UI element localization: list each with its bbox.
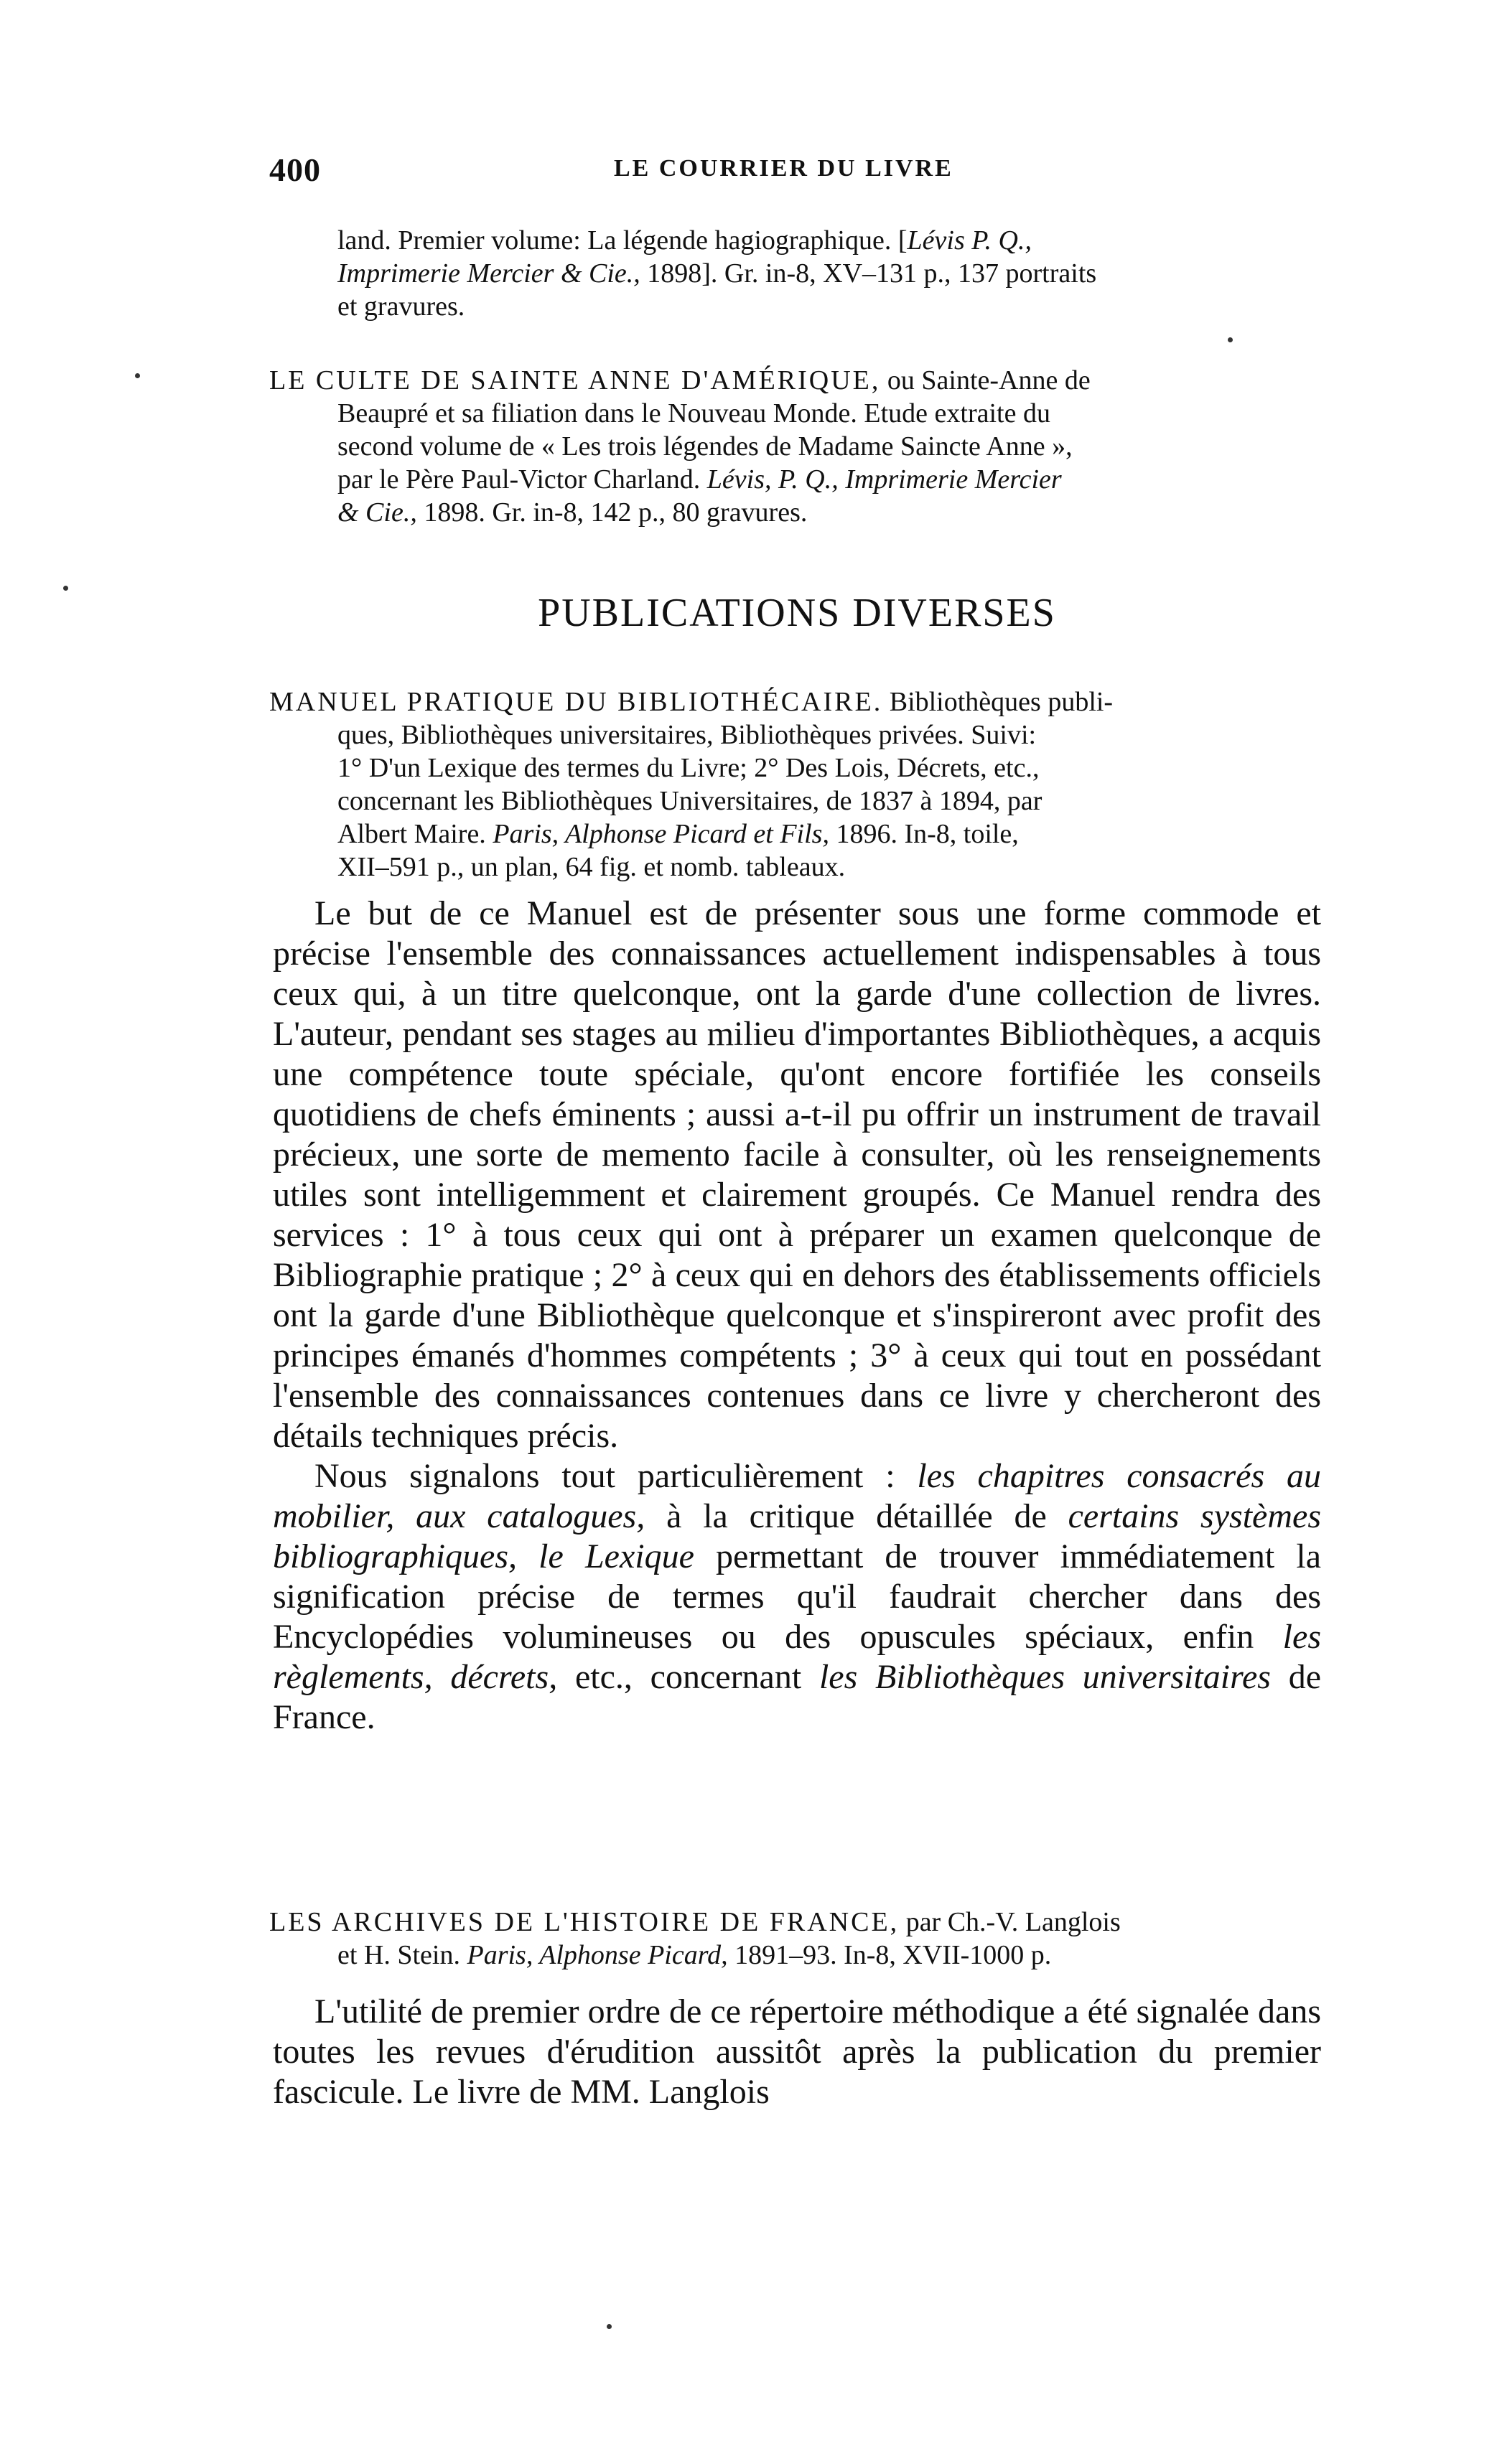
- bibliographic-entry-archives: LES ARCHIVES DE L'HISTOIRE DE FRANCE, par Ch.-V. Langlois et H. Stein. Paris, Alphonse Picard, 1891–93. In-8, XVII-1000 p.: [269, 1907, 1121, 1970]
- scan-speck: [63, 586, 68, 591]
- entry-title: LE CULTE DE SAINTE ANNE D'AMÉRIQUE,: [269, 365, 881, 395]
- page-header: [269, 151, 1317, 194]
- bibliographic-entry-continued: land. Premier volume: La légende hagiographique. [Lévis P. Q., Imprimerie Mercier & Cie., 1898]. Gr. in-8, XV–131 p., 137 portraits et gravures.: [337, 225, 1097, 322]
- scan-speck: [607, 2324, 612, 2329]
- entry-title: MANUEL PRATIQUE DU BIBLIOTHÉCAIRE.: [269, 687, 883, 717]
- entry-title: LES ARCHIVES DE L'HISTOIRE DE FRANCE,: [269, 1907, 900, 1937]
- bibliographic-entry-culte-sainte-anne: LE CULTE DE SAINTE ANNE D'AMÉRIQUE, ou Sainte-Anne de Beaupré et sa filiation dans le Nouveau Monde. Etude extraite du second volume de « Les trois légendes de Madame Saincte Anne », par le Père Paul-Victor Charland. Lévis, P. Q., Imprimerie Mercier & Cie., 1898. Gr. in-8, 142 p., 80 gravures.: [269, 365, 1091, 528]
- running-head: LE COURRIER DU LIVRE: [614, 155, 953, 182]
- scan-speck: [135, 373, 140, 378]
- bibliographic-entry-manuel-pratique: MANUEL PRATIQUE DU BIBLIOTHÉCAIRE. Bibliothèques publi- ques, Bibliothèques universitaires, Bibliothèques privées. Suivi: 1° D'un Lexique des termes du Livre; 2° Des Lois, Décrets, etc., concernant les Bibliothèques Universitaires, de 1837 à 1894, par Albert Maire. Paris, Alphonse Picard et Fils, 1896. In-8, toile, XII–591 p., un plan, 64 fig. et nomb. tableaux.: [269, 687, 1114, 882]
- page-number: 400: [269, 151, 321, 188]
- scan-speck: [1228, 337, 1233, 342]
- review-text-archives: [273, 1992, 1321, 2112]
- review-text-manuel: [273, 894, 1321, 1738]
- paragraph: Nous signalons tout particulièrement : les chapitres consacrés au mobilier, aux catalogues, à la critique détaillée de certains systèmes bibliographiques, le Lexique permettant de trouver immédiatement la signification précise de termes qu'il faudrait chercher dans des Encyclopédies volumineuses ou des opuscules spéciaux, enfin les règlements, décrets, etc., concernant les Bibliothèques universitaires de France.: [273, 1457, 1322, 1736]
- paragraph: L'utilité de premier ordre de ce répertoire méthodique a été signalée dans toutes les revues d'érudition aussitôt après la publication du premier fascicule. Le livre de MM. Langlois: [273, 1992, 1321, 2111]
- section-title: PUBLICATIONS DIVERSES: [538, 591, 1056, 635]
- paragraph: Le but de ce Manuel est de présenter sous une forme commode et précise l'ensemble des connaissances actuellement indispensables à tous ceux qui, à un titre quelconque, ont la garde d'une collection de livres. L'auteur, pendant ses stages au milieu d'importantes Bibliothèques, a acquis une compétence toute spéciale, qu'ont encore fortifiée les conseils quotidiens de chefs éminents ; aussi a-t-il pu offrir un instrument de travail précieux, une sorte de memento facile à consulter, où les renseignements utiles sont intelligemment et clairement groupés. Ce Manuel rendra des services : 1° à tous ceux qui ont à préparer un examen quelconque de Bibliographie pratique ; 2° à ceux qui en dehors des établissements officiels ont la garde d'une Bibliothèque quelconque et s'inspireront avec profit des principes émanés d'hommes compétents ; 3° à ceux qui tout en possédant l'ensemble des connaissances contenues dans ce livre y chercheront des détails techniques précis.: [273, 894, 1321, 1455]
